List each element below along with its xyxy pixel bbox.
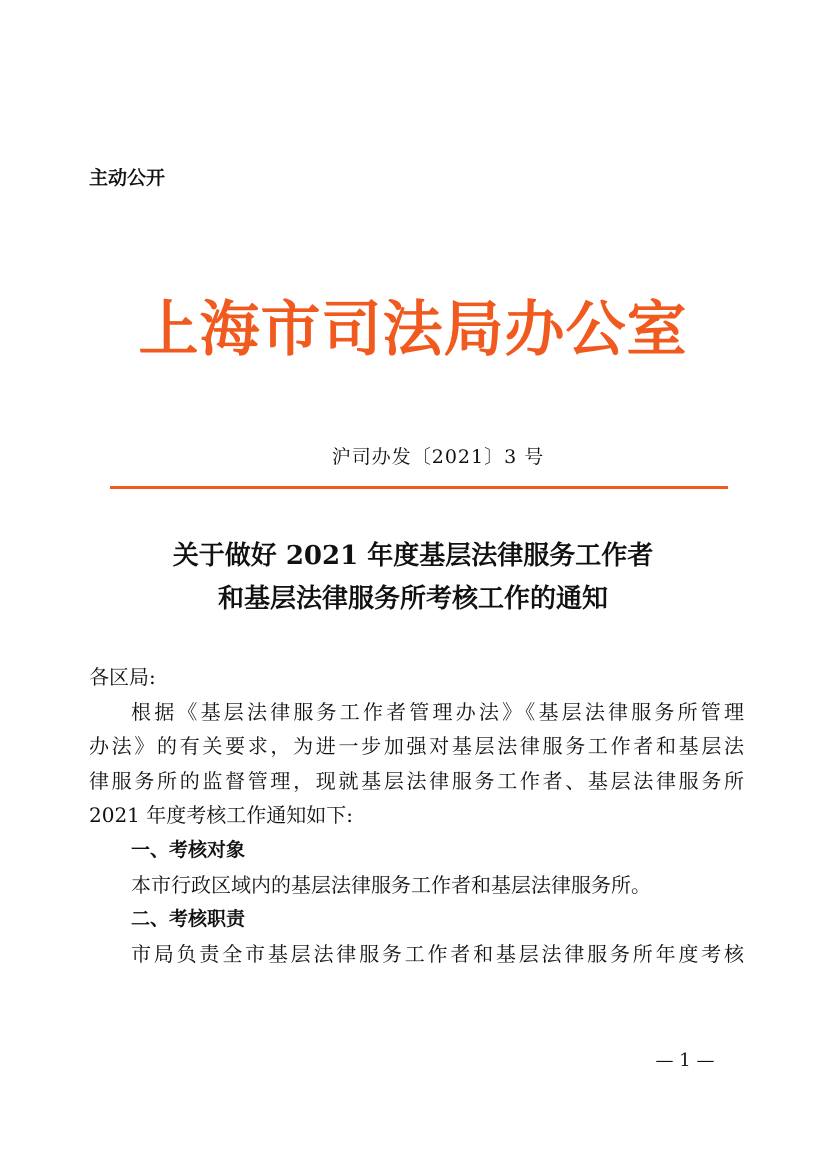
page-number: — 1 — [655, 1050, 715, 1071]
document-number: 沪司办发〔2021〕3 号 [331, 446, 545, 468]
paragraph-line: 本市行政区域内的基层法律服务工作者和基层法律服务所。 [131, 872, 651, 897]
title-line: 关于做好 2021 年度基层法律服务工作者 [172, 541, 654, 571]
paragraph-line: 2021 年度考核工作通知如下: [89, 803, 353, 828]
paragraph-line: 市局负责全市基层法律服务工作者和基层法律服务所年度考核 [131, 941, 744, 966]
paragraph-line: 律服务所的监督管理，现就基层法律服务工作者、基层法律服务所 [89, 768, 744, 793]
title-line: 和基层法律服务所考核工作的通知 [217, 584, 608, 614]
disclosure-label: 主动公开 [89, 167, 166, 189]
red-divider-line [110, 486, 728, 489]
document-body [89, 660, 744, 971]
salutation: 各区局: [89, 665, 156, 689]
document-title [0, 535, 826, 621]
paragraph-line: 办法》的有关要求，为进一步加强对基层法律服务工作者和基层法 [89, 734, 744, 759]
section-heading: 二、考核职责 [131, 908, 246, 931]
section-heading: 一、考核对象 [131, 838, 246, 861]
paragraph-line: 根据《基层法律服务工作者管理办法》《基层法律服务所管理 [131, 699, 744, 724]
issuer-header: 上海市司法局办公室 [138, 295, 688, 365]
